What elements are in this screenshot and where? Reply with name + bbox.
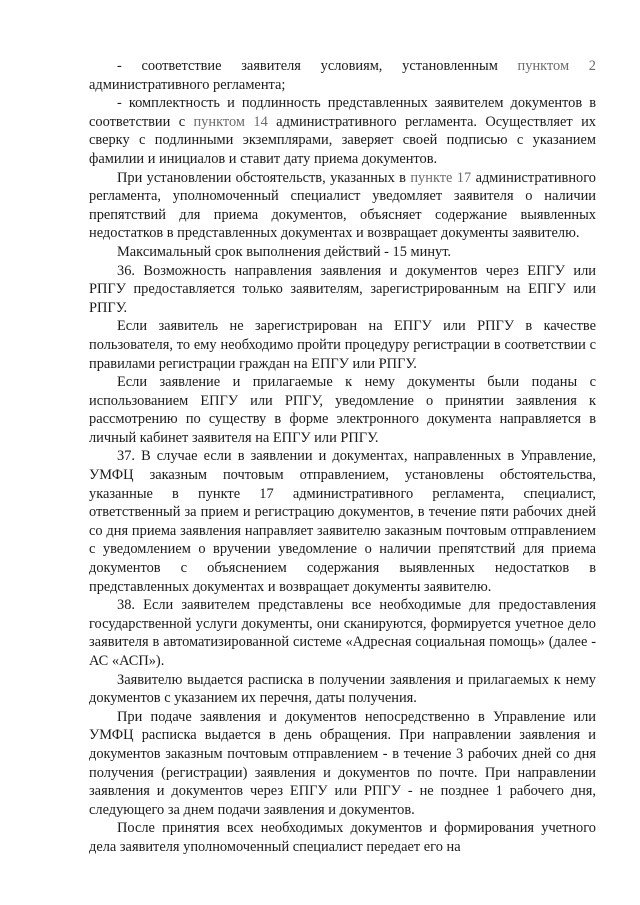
document-page [89, 57, 596, 857]
text-run: - комплектность и подлинность представленных заявителем документов в соответствии с [89, 95, 596, 130]
text-run: Если заявитель не зарегистрирован на ЕПГУ или РПГУ в качестве пользователя, то ему необходимо пройти процедуру регистрации в соответствии с правилами регистрации граждан на ЕПГУ или РПГУ. [89, 318, 596, 372]
reference-link[interactable]: пункте 17 [410, 169, 472, 186]
text-run: Если заявление и прилагаемые к нему документы были поданы с использованием ЕПГУ или РПГУ, уведомление о принятии заявления к рассмотрению по существу в форме электронного документа направляется в личный кабинет заявителя на ЕПГУ или РПГУ. [89, 374, 596, 446]
paragraph-receipt [89, 671, 596, 708]
text-run: 37. В случае если в заявлении и документах, направленных в Управление, УМФЦ заказным почтовым отправлением, установлены обстоятельства, указанные в пункте 17 административного регламента, специалист, ответственный за прием и регистрацию документов, в течение пяти рабочих дней со дня приема заявления направляет заявителю заказным почтовым отправлением с уведомлением о вручении уведомление о наличии препятствий для приема документов с объяснением содержания выявленных недостатков в представленных документах и возвращает документы заявителю. [89, 448, 596, 595]
text-run: При установлении обстоятельств, указанных в [117, 169, 411, 186]
paragraph-electronic [89, 373, 596, 447]
text-run: административного регламента; [89, 76, 286, 93]
paragraph-condition [89, 57, 596, 94]
paragraph-38 [89, 596, 596, 670]
text-run: административного регламента. Осуществляет их сверку с подлинными экземплярами, заверяет своей подписью с указанием фамилии и инициалов и ставит дату приема документов. [89, 113, 596, 167]
text-run: 36. Возможность направления заявления и документов через ЕПГУ или РПГУ предоставляется только заявителям, зарегистрированным на ЕПГУ или РПГУ. [89, 262, 596, 316]
paragraph-max-time [89, 243, 596, 262]
text-run: 38. Если заявителем представлены все необходимые для предоставления государственной услуги документы, они сканируются, формируется учетное дело заявителя в автоматизированной системе «Адресная социальная помощь» (далее - АС «АСП»). [89, 597, 596, 669]
text-run: После принятия всех необходимых документов и формирования учетного дела заявителя уполномоченный специалист передает его на [89, 820, 596, 855]
paragraph-after [89, 819, 596, 856]
reference-link[interactable]: пунктом 14 [193, 113, 268, 130]
text-run: - соответствие заявителя условиям, установленным [117, 58, 518, 74]
paragraph-obstacles [89, 169, 596, 243]
paragraph-not-registered [89, 317, 596, 373]
paragraph-completeness [89, 94, 596, 168]
reference-link[interactable]: пунктом 2 [517, 58, 596, 74]
paragraph-37 [89, 447, 596, 596]
text-run: административного регламента, уполномоченный специалист уведомляет заявителя о наличии препятствий для приема документов, объясняет содержание выявленных недостатков в представленных документах и возвращает документы заявителю. [89, 169, 596, 242]
text-run: Заявителю выдается расписка в получении заявления и прилагаемых к нему документов с указанием их перечня, даты получения. [89, 671, 596, 707]
text-run: При подаче заявления и документов непосредственно в Управление или УМФЦ расписка выдается в день обращения. При направлении заявления и документов заказным почтовым отправлением - в течение 3 рабочих дней со дня получения (регистрации) заявления и документов по почте. При направлении заявления и документов через ЕПГУ или РПГУ - не позднее 1 рабочего дня, следующего за днем подачи заявления и документов. [89, 708, 596, 818]
text-run: Максимальный срок выполнения действий - 15 минут. [117, 243, 452, 260]
paragraph-36 [89, 262, 596, 318]
paragraph-submission [89, 708, 596, 820]
